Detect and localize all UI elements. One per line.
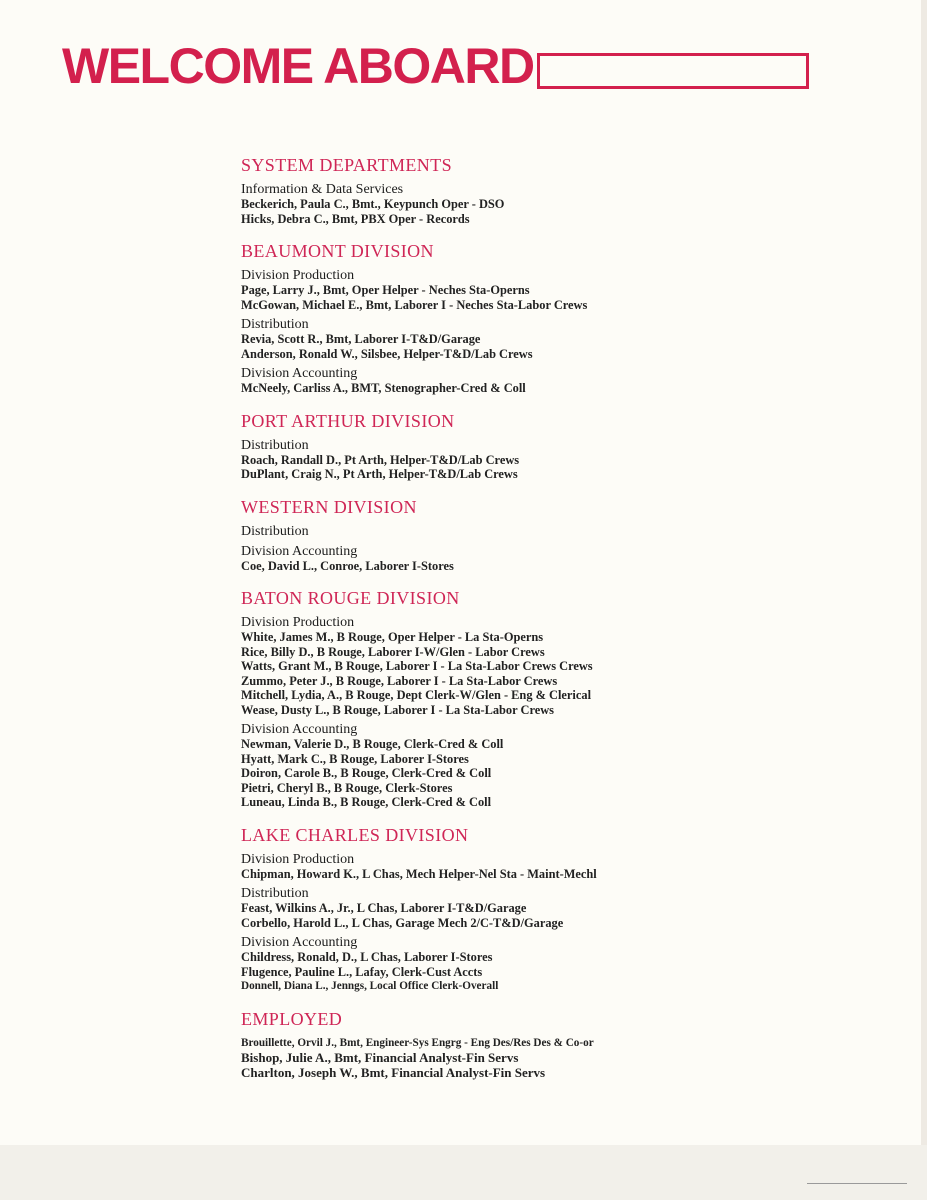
employee-entry: Beckerich, Paula C., Bmt., Keypunch Oper - DSO [241, 197, 505, 211]
section [241, 410, 901, 482]
page-bottom-rule [807, 1183, 907, 1184]
employee-entry: Feast, Wilkins A., Jr., L Chas, Laborer I-T&D/Garage [241, 901, 527, 915]
masthead [62, 38, 809, 94]
employee-entry: Flugence, Pauline L., Lafay, Clerk-Cust Accts [241, 964, 483, 979]
employee-entry: Roach, Randall D., Pt Arth, Helper-T&D/Lab Crews [241, 452, 520, 467]
page-bottom-shade [0, 1145, 927, 1200]
employee-entry: Hicks, Debra C., Bmt, PBX Oper - Records [241, 211, 470, 226]
employee-entry: McGowan, Michael E., Bmt, Laborer I - Neches Sta-Labor Crews [241, 297, 588, 312]
employee-entry: Watts, Grant M., B Rouge, Laborer I - La Sta-Labor Crews Crews [241, 659, 593, 673]
department-group [241, 615, 901, 717]
section-title: BEAUMONT DIVISION [241, 241, 434, 261]
section [241, 587, 901, 810]
section-title: WESTERN DIVISION [241, 496, 417, 517]
group-title: Division Production [241, 851, 355, 867]
department-group [241, 722, 901, 810]
group-title: Distribution [241, 523, 309, 539]
department-group [241, 317, 901, 361]
employee-entry: Chipman, Howard K., L Chas, Mech Helper-Nel Sta - Maint-Mechl [241, 866, 597, 881]
employee-entry: Zummo, Peter J., B Rouge, Laborer I - La Sta-Labor Crews [241, 673, 558, 688]
employee-entry: Anderson, Ronald W., Silsbee, Helper-T&D/Lab Crews [241, 346, 533, 361]
group-title: Division Accounting [241, 366, 358, 381]
employee-entry: Mitchell, Lydia, A., B Rouge, Dept Clerk-W/Glen - Eng & Clerical [241, 688, 592, 702]
employee-entry: Donnell, Diana L., Jenngs, Local Office Clerk-Overall [241, 980, 499, 992]
group-title: Distribution [241, 886, 309, 901]
employee-entry: Pietri, Cheryl B., B Rouge, Clerk-Stores [241, 780, 453, 795]
department-group [241, 852, 901, 882]
section-title: PORT ARTHUR DIVISION [241, 410, 455, 431]
employee-entry: Coe, David L., Conroe, Laborer I-Stores [241, 558, 454, 573]
roster-content [241, 154, 901, 1094]
group-title: Division Accounting [241, 543, 358, 559]
section-title: EMPLOYED [241, 1008, 343, 1029]
department-group [241, 366, 901, 396]
department-group [241, 935, 901, 994]
group-title: Division Production [241, 268, 355, 283]
employee-entry: McNeely, Carliss A., BMT, Stenographer-Cred & Coll [241, 381, 526, 395]
section [241, 240, 901, 396]
department-group [241, 544, 901, 574]
employee-entry: Childress, Ronald, D., L Chas, Laborer I-Stores [241, 950, 493, 964]
section-title: LAKE CHARLES DIVISION [241, 824, 469, 845]
section-title: SYSTEM DEPARTMENTS [241, 155, 452, 175]
section-title: BATON ROUGE DIVISION [241, 588, 460, 608]
department-group [241, 886, 901, 930]
department-group [241, 524, 901, 539]
employee-entry: Page, Larry J., Bmt, Oper Helper - Neches Sta-Operns [241, 283, 530, 297]
department-group [241, 268, 901, 312]
employee-entry: Bishop, Julie A., Bmt, Financial Analyst-Fin Servs [241, 1050, 519, 1065]
employee-entry: Rice, Billy D., B Rouge, Laborer I-W/Glen - Labor Crews [241, 644, 545, 659]
employee-entry: Charlton, Joseph W., Bmt, Financial Analyst-Fin Servs [241, 1065, 546, 1080]
section [241, 824, 901, 994]
section [241, 1008, 901, 1081]
employee-entry: Luneau, Linda B., B Rouge, Clerk-Cred & Coll [241, 795, 492, 809]
employee-entry: Corbello, Harold L., L Chas, Garage Mech 2/C-T&D/Garage [241, 915, 564, 930]
department-group [241, 438, 901, 482]
department-group [241, 1036, 901, 1081]
masthead-decorative-box [537, 53, 809, 89]
masthead-title: WELCOME ABOARD [62, 38, 534, 94]
employee-entry: Newman, Valerie D., B Rouge, Clerk-Cred & Coll [241, 737, 504, 751]
section [241, 154, 901, 226]
employee-entry: Doiron, Carole B., B Rouge, Clerk-Cred & Coll [241, 766, 492, 780]
page-edge-shadow [921, 0, 927, 1200]
employee-entry: Hyatt, Mark C., B Rouge, Laborer I-Stores [241, 751, 469, 766]
employee-entry: Revia, Scott R., Bmt, Laborer I-T&D/Garage [241, 332, 481, 346]
section [241, 496, 901, 574]
group-title: Division Accounting [241, 722, 358, 737]
group-title: Division Production [241, 615, 355, 630]
employee-entry: DuPlant, Craig N., Pt Arth, Helper-T&D/Lab Crews [241, 467, 518, 481]
group-title: Distribution [241, 317, 309, 332]
department-group [241, 182, 901, 226]
employee-entry: White, James M., B Rouge, Oper Helper - La Sta-Operns [241, 630, 544, 644]
employee-entry: Brouillette, Orvil J., Bmt, Engineer-Sys Engrg - Eng Des/Res Des & Co-or [241, 1036, 594, 1049]
group-title: Information & Data Services [241, 182, 404, 197]
group-title: Distribution [241, 437, 309, 453]
group-title: Division Accounting [241, 935, 358, 950]
employee-entry: Wease, Dusty L., B Rouge, Laborer I - La Sta-Labor Crews [241, 702, 554, 717]
